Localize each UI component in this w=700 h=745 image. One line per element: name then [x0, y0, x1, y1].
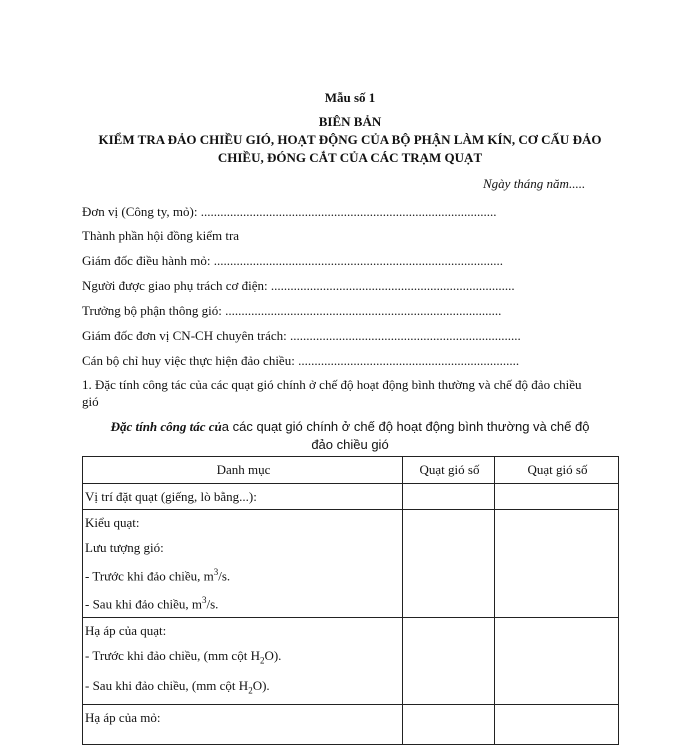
field-unit: Đơn vị (Công ty, mỏ): ...........................................................................................	[82, 204, 497, 219]
section-1-heading: 1. Đặc tính công tác của các quạt gió chính ở chế độ hoạt động bình thường và chế độ đảo chiều	[82, 377, 582, 392]
cell-empty	[403, 704, 495, 744]
table-row	[83, 617, 619, 704]
field-electromech-lead: Người được giao phụ trách cơ điện: ...........................................................................	[82, 278, 515, 293]
field-rescue-director: Giám đốc đơn vị CN-CH chuyên trách: .......................................................................	[82, 328, 521, 343]
table-row	[83, 704, 619, 744]
table-caption-emphasis: Đặc tính công tác củ	[110, 419, 222, 434]
row-mine-pressure: Hạ áp của mỏ:	[83, 704, 403, 744]
field-ventilation-head: Trưởng bộ phận thông gió: .....................................................................................	[82, 303, 502, 318]
field-reversal-commander: Cán bộ chỉ huy việc thực hiện đảo chiều: ....................................................................	[82, 353, 520, 368]
cell-empty	[495, 484, 619, 510]
form-number: Mẫu số 1	[324, 90, 376, 105]
pressure-before: - Trước khi đảo chiều, (mm cột $H_2O$).	[85, 647, 282, 666]
header-fan-2: Quạt gió số	[495, 457, 619, 484]
airflow-after: - Sau khi đảo chiều, $m^3/s$.	[85, 595, 219, 612]
table-caption	[0, 419, 700, 435]
section-1-heading-cont: gió	[82, 394, 99, 409]
cell-empty	[495, 617, 619, 704]
cell-empty	[495, 704, 619, 744]
date-line: Ngày tháng năm.....	[483, 176, 586, 191]
cell-empty	[403, 510, 495, 618]
table-row	[83, 510, 619, 618]
field-mine-director: Giám đốc điều hành mỏ: .........................................................................................	[82, 253, 504, 268]
table-row	[83, 484, 619, 510]
document-subtitle-line2: CHIỀU, ĐÓNG CẮT CỦA CÁC TRẠM QUẠT	[217, 150, 483, 165]
header-fan-1: Quạt gió số	[403, 457, 495, 484]
airflow-before: - Trước khi đảo chiều, $m^3/s$.	[85, 567, 231, 584]
header-category: Danh mục	[83, 457, 403, 484]
fan-characteristics-table	[82, 456, 619, 745]
row-fan-pressure: Hạ áp của quạt: - Trước khi đảo chiều, (mm cột $H_2O$). - Sau khi đảo chiều, (mm cột $H_2O$).	[83, 617, 403, 704]
table-caption-text: a các quạt gió chính ở chế độ hoạt động bình thường và chế độ	[221, 419, 590, 434]
pressure-after: - Sau khi đảo chiều, (mm cột $H_2O$).	[85, 678, 270, 696]
cell-empty	[495, 510, 619, 618]
document-title: BIÊN BẢN	[318, 114, 382, 129]
field-committee: Thành phần hội đồng kiểm tra	[82, 228, 240, 243]
cell-empty	[403, 484, 495, 510]
row-fan-location: Vị trí đặt quạt (giếng, lò bằng...):	[83, 484, 403, 510]
table-header-row	[83, 457, 619, 484]
cell-empty	[403, 617, 495, 704]
document-subtitle-line1: KIỂM TRA ĐẢO CHIỀU GIÓ, HOẠT ĐỘNG CỦA BỘ PHẬN LÀM KÍN, CƠ CẤU ĐẢO	[98, 132, 602, 147]
table-caption-line2: đảo chiều gió	[311, 437, 389, 452]
row-fan-type-airflow: Kiểu quạt: Lưu tượng gió: - Trước khi đảo chiều, $m^3/s$. - Sau khi đảo chiều, $m^3/s$.	[83, 510, 403, 618]
